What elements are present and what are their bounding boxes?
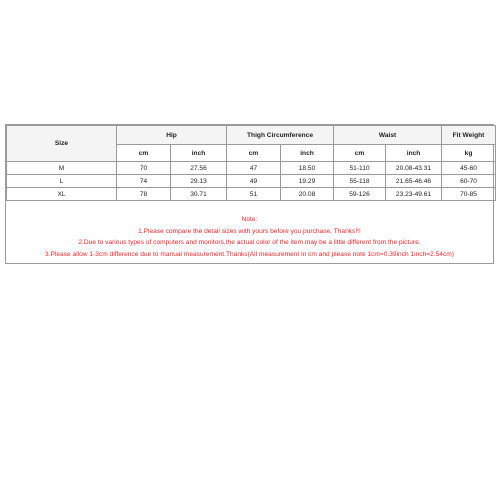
table-row xyxy=(7,188,496,201)
table-cell: 27.56 xyxy=(171,162,227,175)
size-cell: L xyxy=(7,175,117,188)
table-cell: 49 xyxy=(227,175,281,188)
table-cell: 29.13 xyxy=(171,175,227,188)
table-cell: 59-126 xyxy=(334,188,386,201)
unit-cell: cm xyxy=(334,145,386,162)
table-cell: 18.50 xyxy=(281,162,334,175)
table-cell: 60-70 xyxy=(442,175,496,188)
notes-section xyxy=(6,214,493,260)
unit-cell: inch xyxy=(386,145,442,162)
table-cell: 70 xyxy=(117,162,171,175)
table-cell: 30.71 xyxy=(171,188,227,201)
table-row xyxy=(7,175,496,188)
size-cell: M xyxy=(7,162,117,175)
table-cell: 47 xyxy=(227,162,281,175)
table-cell: 20.08-43.31 xyxy=(386,162,442,175)
unit-cell: kg xyxy=(442,145,496,162)
thigh-header: Thigh Circumference xyxy=(227,126,334,145)
table-cell: 74 xyxy=(117,175,171,188)
table-cell: 70-85 xyxy=(442,188,496,201)
table-cell: 55-118 xyxy=(334,175,386,188)
table-cell: 23.23-49.61 xyxy=(386,188,442,201)
table-row xyxy=(7,162,496,175)
size-cell: XL xyxy=(7,188,117,201)
size-chart xyxy=(5,124,494,264)
waist-header: Waist xyxy=(334,126,442,145)
header-row xyxy=(7,126,496,145)
size-header: Size xyxy=(7,126,117,162)
table-cell: 51 xyxy=(227,188,281,201)
unit-cell: cm xyxy=(227,145,281,162)
unit-cell: inch xyxy=(171,145,227,162)
table-cell: 45-60 xyxy=(442,162,496,175)
note-line-1: 1.Please compare the detail sizes with yours before you purchase, Thanks!!! xyxy=(138,227,361,235)
table-cell: 21.65-46.46 xyxy=(386,175,442,188)
unit-cell: inch xyxy=(281,145,334,162)
note-line-2: 2.Due to various types of computers and monitors,the actual color of the item may be a little different from the picture. xyxy=(78,239,421,246)
table-cell: 20.08 xyxy=(281,188,334,201)
fit-weight-header: Fit Weight xyxy=(442,126,496,145)
notes-title: Note: xyxy=(241,216,258,223)
note-line-3: 3.Please allow 1-3cm difference due to manual measurement.Thanks(All measurement in cm and please note 1cm=0.39inch 1inch=2.54cm) xyxy=(45,250,454,258)
hip-header: Hip xyxy=(117,126,227,145)
table-cell: 78 xyxy=(117,188,171,201)
table-cell: 19.29 xyxy=(281,175,334,188)
size-table xyxy=(6,125,496,201)
table-cell: 51-110 xyxy=(334,162,386,175)
unit-cell: cm xyxy=(117,145,171,162)
